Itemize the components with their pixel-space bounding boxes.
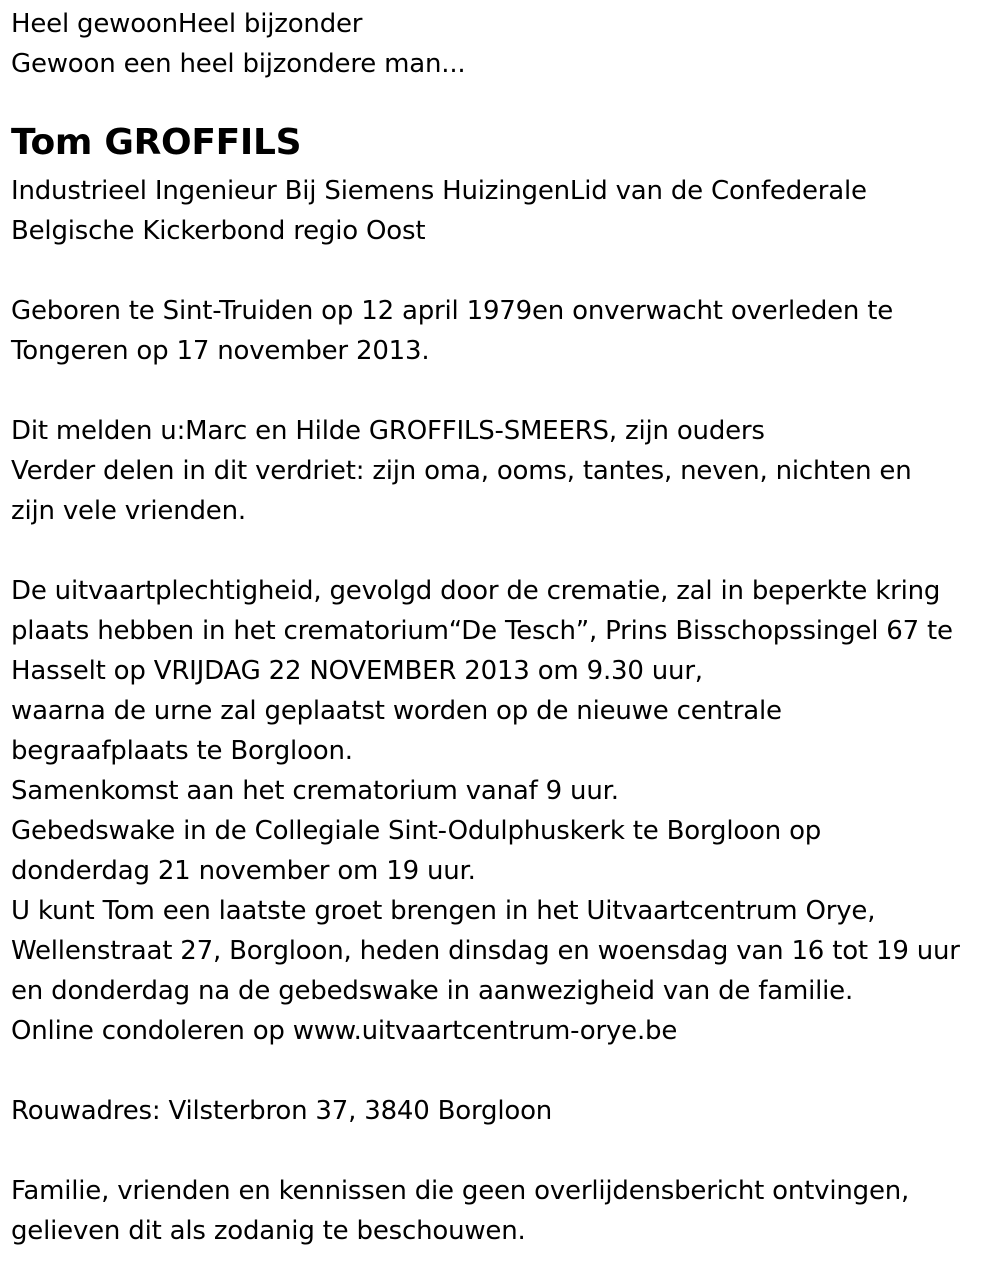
spacer (11, 371, 991, 411)
ceremony-line: Wellenstraat 27, Borgloon, heden dinsdag en woensdag van 16 tot 19 uur (11, 936, 960, 966)
occupation-line-1: Industrieel Ingenieur Bij Siemens HuizingenLid van de Confederale (11, 176, 867, 206)
closing-line-1: Familie, vrienden en kennissen die geen overlijdensbericht ontvingen, (11, 1176, 910, 1206)
address-section (11, 1091, 991, 1131)
intro-section (11, 4, 991, 84)
ceremony-line: begraafplaats te Borgloon. (11, 736, 353, 766)
ceremony-section (11, 571, 991, 1051)
closing-line-2: gelieven dit als zodanig te beschouwen. (11, 1216, 526, 1246)
announcers-line-3: zijn vele vrienden. (11, 496, 246, 526)
spacer (11, 251, 991, 291)
announcers-section (11, 411, 991, 531)
ceremony-line: donderdag 21 november om 19 uur. (11, 856, 476, 886)
mourning-address: Rouwadres: Vilsterbron 37, 3840 Borgloon (11, 1096, 553, 1126)
birth-death-section (11, 291, 991, 371)
spacer (11, 1131, 991, 1171)
birth-death-line-1: Geboren te Sint-Truiden op 12 april 1979en onverwacht overleden te (11, 296, 894, 326)
occupation-line-2: Belgische Kickerbond regio Oost (11, 216, 426, 246)
ceremony-line-website: Online condoleren op www.uitvaartcentrum-orye.be (11, 1016, 678, 1046)
ceremony-line: De uitvaartplechtigheid, gevolgd door de crematie, zal in beperkte kring (11, 576, 941, 606)
intro-line-2: Gewoon een heel bijzondere man... (11, 49, 466, 79)
announcers-line-1: Dit melden u:Marc en Hilde GROFFILS-SMEERS, zijn ouders (11, 416, 765, 446)
ceremony-line: Gebedswake in de Collegiale Sint-Odulphuskerk te Borgloon op (11, 816, 822, 846)
deceased-name: Tom GROFFILS (11, 122, 302, 163)
announcers-line-2: Verder delen in dit verdriet: zijn oma, ooms, tantes, neven, nichten en (11, 456, 912, 486)
ceremony-line: en donderdag na de gebedswake in aanwezigheid van de familie. (11, 976, 854, 1006)
obituary-document (11, 4, 991, 1251)
ceremony-line: Hasselt op VRIJDAG 22 NOVEMBER 2013 om 9.30 uur, (11, 656, 703, 686)
ceremony-line: U kunt Tom een laatste groet brengen in het Uitvaartcentrum Orye, (11, 896, 876, 926)
spacer (11, 531, 991, 571)
intro-line-1: Heel gewoonHeel bijzonder (11, 9, 363, 39)
ceremony-line: waarna de urne zal geplaatst worden op de nieuwe centrale (11, 696, 782, 726)
birth-death-line-2: Tongeren op 17 november 2013. (11, 336, 430, 366)
closing-section (11, 1171, 991, 1251)
spacer (11, 1051, 991, 1091)
occupation-section (11, 171, 991, 251)
ceremony-line: Samenkomst aan het crematorium vanaf 9 uur. (11, 776, 619, 806)
ceremony-line: plaats hebben in het crematorium“De Tesch”, Prins Bisschopssingel 67 te (11, 616, 953, 646)
